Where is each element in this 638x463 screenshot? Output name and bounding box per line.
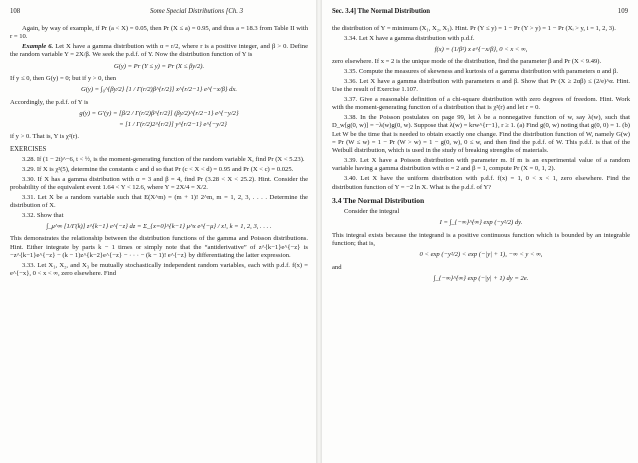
exercises-heading: EXERCISES — [10, 145, 47, 153]
page-number: 108 — [10, 8, 21, 15]
equation: G(y) = Pr (Y ≤ y) = Pr (X ≤ βy/2). — [113, 62, 205, 70]
paragraph: Consider the integral — [344, 208, 400, 216]
section-header: Sec. 3.4] The Normal Distribution — [332, 8, 431, 15]
equation: 0 < exp (−y²/2) < exp (−|y| + 1), −∞ < y < ∞, — [419, 251, 543, 259]
equation: ∫_μ^∞ [1/Γ(k)] z^{k−1} e^{−z} dz = Σ_{x=0}^{k−1} μ^x e^{−μ} / x!, k = 1, 2, 3, . . . . — [46, 223, 272, 231]
paragraph: This integral exists because the integrand is a positive continuous function which is bounded by an integrable function; that is, — [332, 231, 630, 248]
left-page — [0, 0, 316, 463]
equation: f(x) = (1/β²) x e^{−x/β}, 0 < x < ∞, — [434, 46, 528, 54]
exercise: 3.31. Let X be a random variable such that E(X^m) = (m + 1)! 2^m, m = 1, 2, 3, . . . . Determine the distribution of X. — [10, 193, 308, 210]
example-label: Example 6. — [22, 43, 54, 51]
exercise: 3.38. In the Poisson postulates on page 99, let λ be a nonnegative function of w, say λ(w), such that D_w[g(0, w)] = −λ(w)g(0, w). Suppose that λ(w) = krw^{r−1}, r ≥ 1. (a) Find g(0, w) noting that g(0, 0) = 1. (b) Let W be the time that is needed to obtain exactly one change. Find the distribution function of W, namely G(w) = Pr (W ≤ w) = 1 − Pr (W > w) = 1 − g(0, w), 0 ≤ w, and then find the p.d.f. of W. This p.d.f. is that of the Weibull distribution, which is used in the study of breaking strengths of materials. — [332, 114, 630, 155]
equation: G(y) = ∫₀^{βy/2} [1 / Γ(r/2)β^{r/2}] x^{r/2−1} e^{−x/β} dx. — [80, 86, 238, 94]
equation: g(y) = G′(y) = [β/2 / Γ(r/2)β^{r/2}] (βy/2)^{r/2−1} e^{−y/2} — [79, 109, 239, 117]
paragraph: and — [332, 263, 342, 271]
exercise: 3.36. Let X have a gamma distribution with parameters α and β. Show that Pr (X ≥ 2αβ) ≤ (2/e)^α. Hint. Use the result of Exercise 1.107. — [332, 77, 630, 94]
right-page-body — [332, 25, 630, 287]
exercise: 3.30. If X has a gamma distribution with α = 3 and β = 4, find Pr (3.28 < X < 25.2). Hint. Consider the probability of the equivalent event 1.64 < Y < 12.6, where Y = 2X/4 = X/2. — [10, 175, 308, 191]
left-page-header — [10, 8, 306, 19]
paragraph: Again, by way of example, if Pr (a < X) = 0.05, then Pr (X ≤ a) = 0.95, and thus a = 18.3 from Table II with r = 10. — [10, 25, 308, 41]
example-text: Let X have a gamma distribution with α = r/2, where r is a positive integer, and β > 0. Define the random variable Y = 2X/β. We seek the p.d.f. of Y. Now the distribution function of Y is — [10, 43, 308, 59]
exercise: 3.40. Let X have the uniform distribution with p.d.f. f(x) = 1, 0 < x < 1, zero elsewhere. Find the distribution function of Y = −2 ln X. What is the p.d.f. of Y? — [332, 175, 630, 191]
exercise: 3.29. If X is χ²(5), determine the constants c and d so that Pr (c < X < d) = 0.95 and Pr (X < c) = 0.025. — [22, 165, 294, 173]
exercise: 3.32. Show that — [22, 211, 64, 219]
equation: ∫_{−∞}^{∞} exp (−|y| + 1) dy = 2e. — [433, 274, 529, 282]
exercise: 3.33. Let X₁, X₂, and X₃ be mutually stochastically independent random variables, each with p.d.f. f(x) = e^{−x}, 0 < x < ∞, zero elsewhere. Find — [10, 261, 308, 278]
equation: I = ∫_{−∞}^{∞} exp (−y²/2) dy. — [439, 219, 523, 227]
paragraph: zero elsewhere. If x = 2 is the unique mode of the distribution, find the parameter β and Pr (X < 9.49). — [332, 58, 602, 66]
exercise: 3.28. If (1 − 2t)^−6, t < ½, is the moment-generating function of the random variable X, find Pr (X < 5.23). — [22, 156, 305, 164]
right-page — [322, 0, 638, 463]
running-title: Some Special Distributions [Ch. 3 — [150, 8, 244, 15]
paragraph: If y ≤ 0, then G(y) = 0; but if y > 0, then — [10, 74, 117, 82]
page-number: 109 — [617, 8, 628, 15]
section-heading: 3.4 The Normal Distribution — [332, 195, 425, 205]
example-paragraph — [10, 43, 308, 60]
equation: = [1 / Γ(r/2)2^{r/2}] y^{r/2−1} e^{−y/2} — [119, 121, 227, 129]
exercise: 3.35. Compute the measures of skewness and kurtosis of a gamma distribution with parameters α and β. — [344, 68, 618, 76]
paragraph: if y > 0. That is, Y is χ²(r). — [10, 133, 79, 141]
exercise: 3.34. Let X have a gamma distribution with p.d.f. — [344, 34, 475, 42]
paragraph: This demonstrates the relationship between the distribution functions of the gamma and Poisson distributions. Hint. Either integrate by parts k − 1 times or simply note that the “antiderivative” of z^{k−1}e^{−z} is −z^{k−1}e^{−z} − (k − 1)z^{k−2}e^{−z} − · · · − (k − 1)! e^{−z} by differentiating the latter expression. — [10, 235, 308, 260]
right-page-header — [332, 8, 628, 19]
left-page-body — [10, 25, 308, 280]
exercise: 3.37. Give a reasonable definition of a chi-square distribution with zero degrees of freedom. Hint. Work with the moment-generating function of a distribution that is χ²(r) and let r = 0. — [332, 96, 630, 112]
paragraph: Accordingly, the p.d.f. of Y is — [10, 98, 89, 106]
exercise: 3.39. Let X have a Poisson distribution with parameter m. If m is an experimental value of a random variable having a gamma distribution with α = 2 and β = 1, compute Pr (X = 0, 1, 2). — [332, 157, 630, 173]
paragraph: the distribution of Y = minimum (X₁, X₂, X₃). Hint. Pr (Y ≤ y) = 1 − Pr (Y > y) = 1 − Pr (Xᵢ > y, i = 1, 2, 3). — [332, 25, 616, 32]
